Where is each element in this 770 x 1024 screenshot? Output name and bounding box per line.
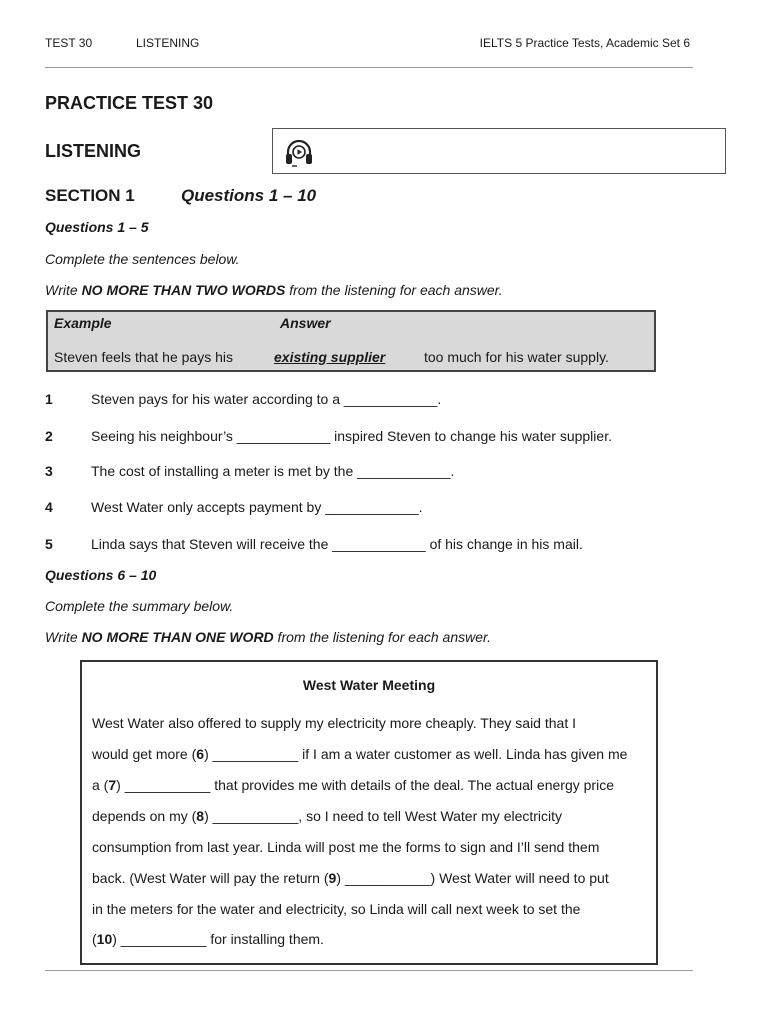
example-answer: existing supplier — [274, 349, 386, 365]
audio-player-box[interactable] — [272, 128, 726, 174]
question-number: 2 — [45, 428, 53, 444]
summary-line: a (7) ___________ that provides me with details of the deal. The actual energy price — [92, 777, 614, 793]
part2-word-limit: Write NO MORE THAN ONE WORD from the listening for each answer. — [45, 629, 492, 645]
summary-line: in the meters for the water and electricity, so Linda will call next week to set the — [92, 901, 581, 917]
example-label: Example — [54, 315, 112, 331]
gap-number: 6 — [196, 746, 205, 762]
part1-heading: Questions 1 – 5 — [45, 219, 149, 235]
summary-line: depends on my (8) ___________, so I need to tell West Water my electricity — [92, 808, 563, 824]
gap-number: 8 — [196, 808, 205, 824]
question-text: Steven pays for his water according to a ____________. — [91, 391, 442, 407]
summary-line: West Water also offered to supply my electricity more cheaply. They said that I — [92, 715, 576, 731]
gap-number: 10 — [96, 931, 113, 947]
part2-instruction: Complete the summary below. — [45, 598, 234, 614]
listening-heading: LISTENING — [45, 141, 142, 161]
word-limit-emphasis: NO MORE THAN ONE WORD — [81, 629, 274, 645]
example-box — [46, 310, 656, 372]
example-sentence-start: Steven feels that he pays his — [54, 349, 233, 365]
question-number: 3 — [45, 463, 53, 479]
part1-instruction: Complete the sentences below. — [45, 251, 240, 267]
question-number: 4 — [45, 499, 53, 515]
question-number: 5 — [45, 536, 53, 552]
summary-title: West Water Meeting — [302, 677, 436, 693]
header-divider — [45, 67, 693, 68]
gap-number: 9 — [328, 870, 337, 886]
question-text: West Water only accepts payment by ____________. — [91, 499, 423, 515]
section-questions-range: Questions 1 – 10 — [181, 186, 317, 205]
page-title: PRACTICE TEST 30 — [45, 93, 214, 113]
part2-heading: Questions 6 – 10 — [45, 567, 157, 583]
part1-word-limit: Write NO MORE THAN TWO WORDS from the listening for each answer. — [45, 282, 503, 298]
question-text: Linda says that Steven will receive the ____________ of his change in his mail. — [91, 536, 583, 552]
section-label: SECTION 1 — [45, 186, 135, 205]
footer-divider — [45, 970, 693, 971]
summary-line: consumption from last year. Linda will post me the forms to sign and I’ll send them — [92, 839, 600, 855]
headphones-play-icon[interactable] — [283, 137, 315, 174]
summary-line: (10) ___________ for installing them. — [92, 931, 324, 947]
header-section-label: LISTENING — [136, 36, 200, 50]
header-test-label: TEST 30 — [45, 36, 93, 50]
question-number: 1 — [45, 391, 53, 407]
question-text: Seeing his neighbour’s ____________ inspired Steven to change his water supplier. — [91, 428, 612, 444]
example-sentence-end: too much for his water supply. — [424, 349, 609, 365]
header-book-title: IELTS 5 Practice Tests, Academic Set 6 — [479, 36, 690, 50]
question-text: The cost of installing a meter is met by the ____________. — [91, 463, 455, 479]
summary-line: would get more (6) ___________ if I am a water customer as well. Linda has given me — [92, 746, 628, 762]
gap-number: 7 — [108, 777, 117, 793]
summary-box — [80, 660, 658, 965]
word-limit-emphasis: NO MORE THAN TWO WORDS — [81, 282, 286, 298]
summary-line: back. (West Water will pay the return (9) ___________) West Water will need to put — [92, 870, 609, 886]
example-answer-label: Answer — [280, 315, 331, 331]
